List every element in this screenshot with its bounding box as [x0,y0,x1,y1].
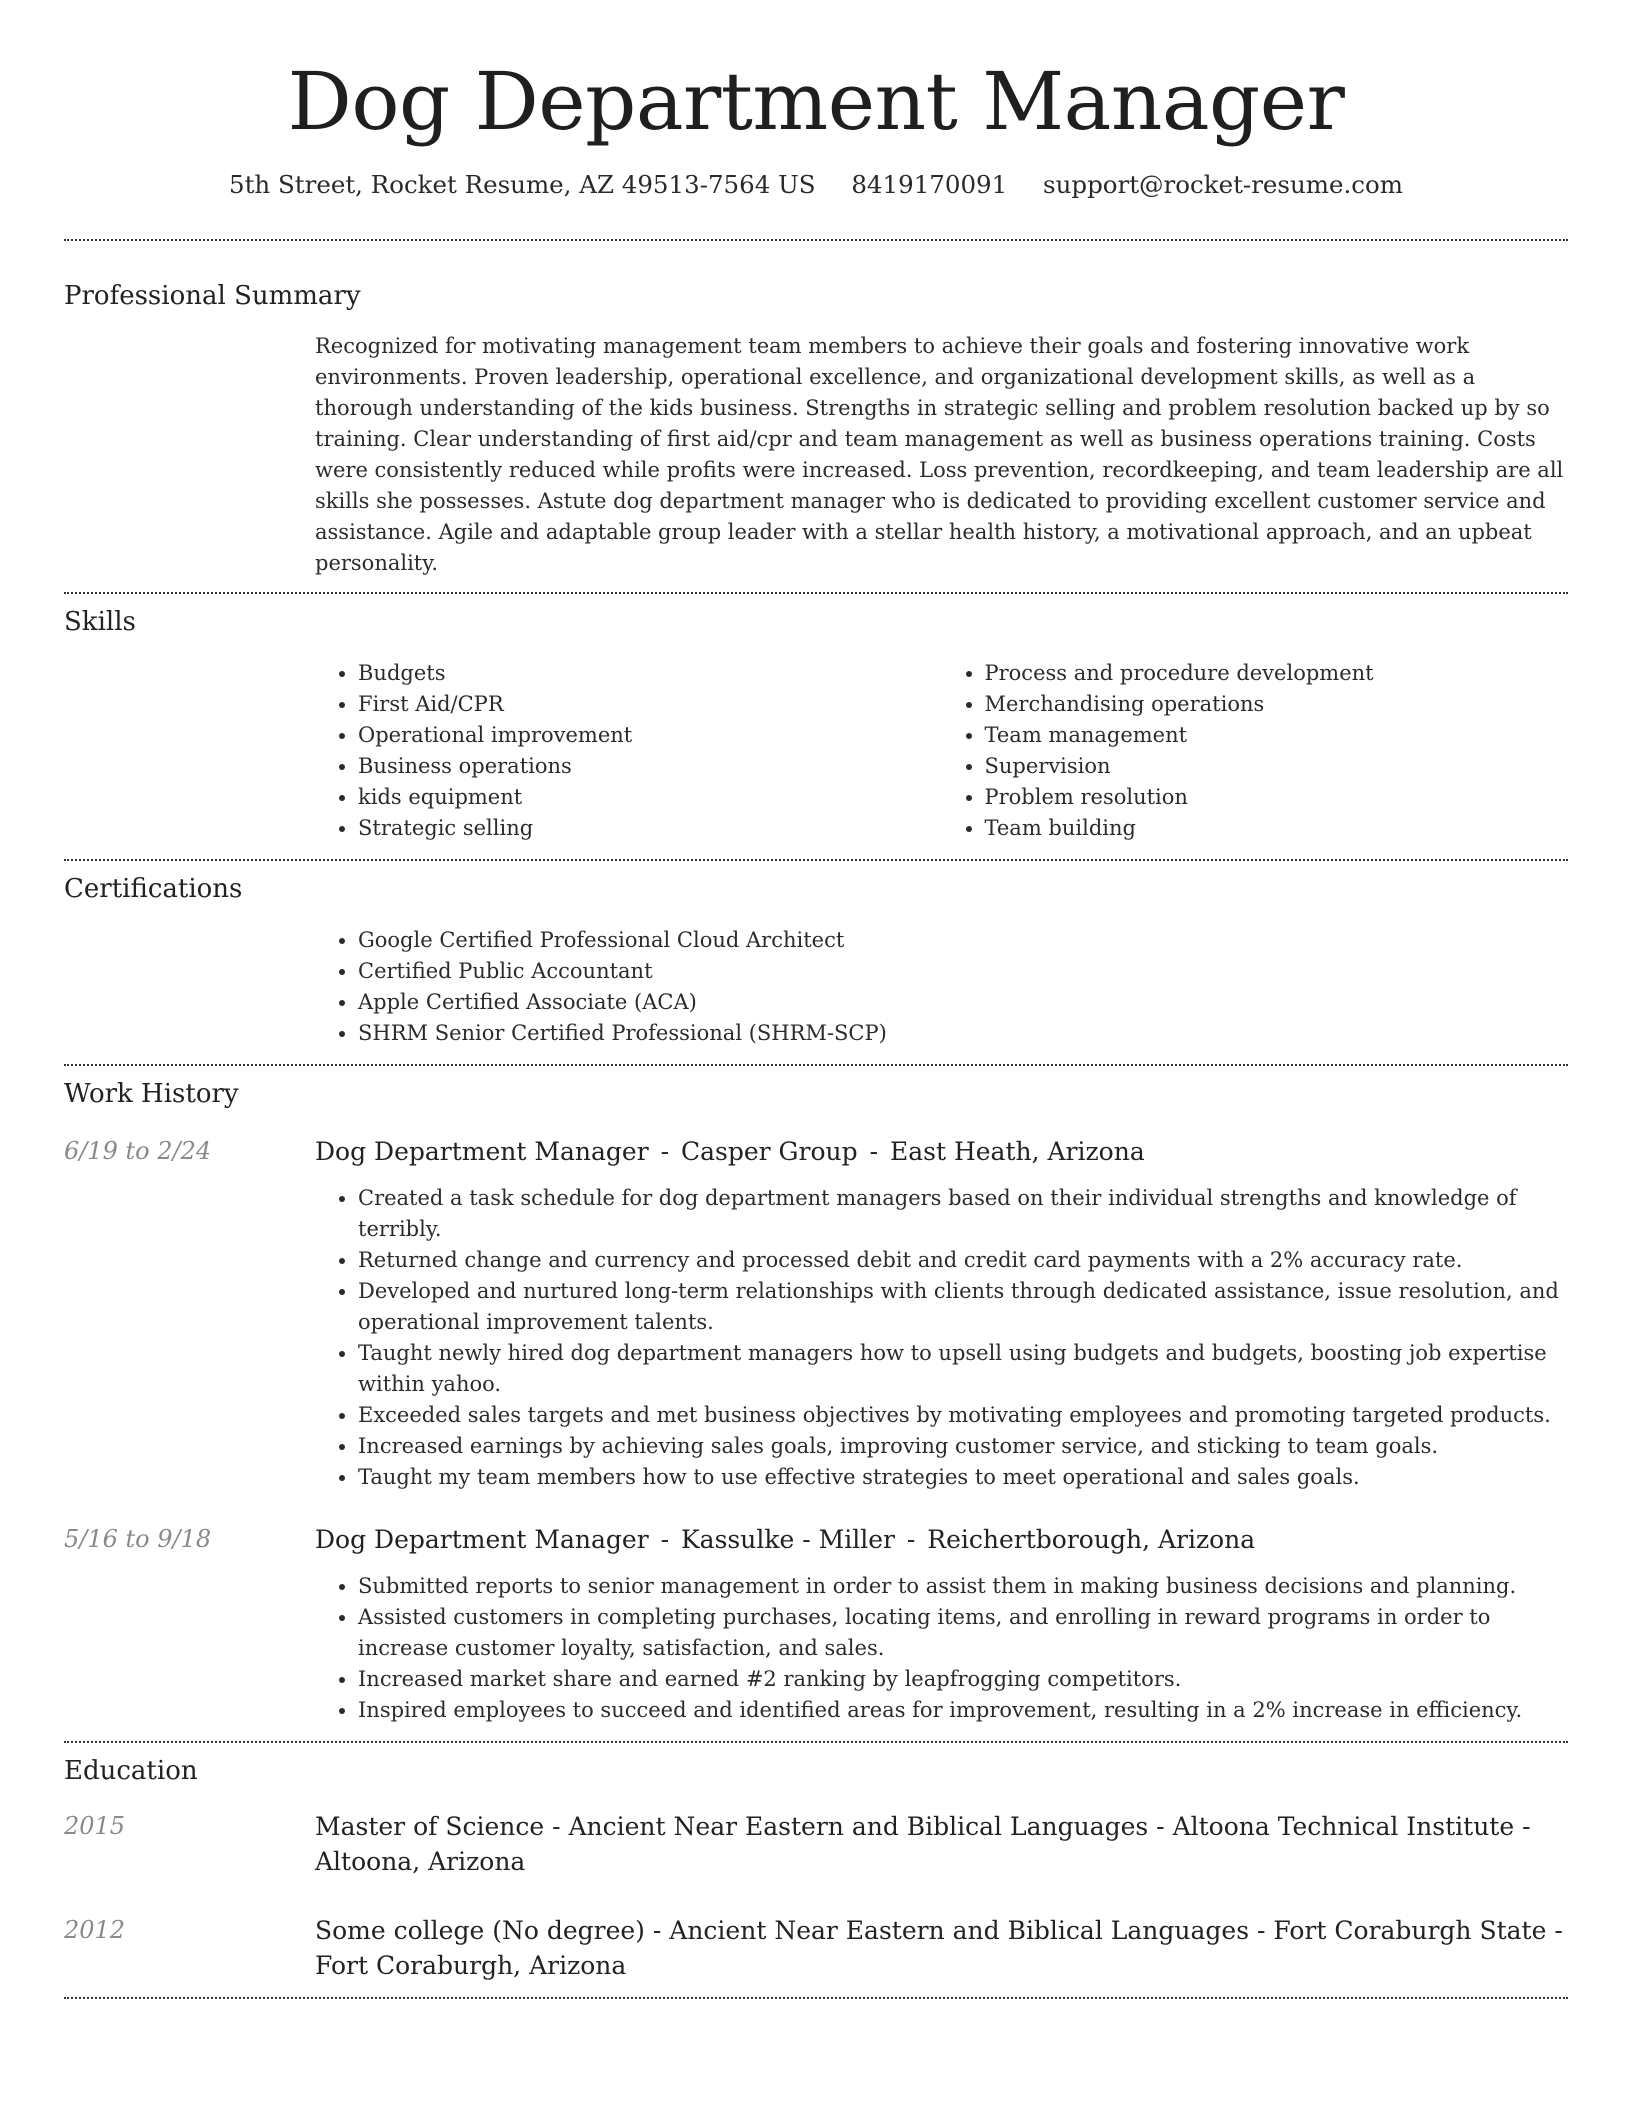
section-divider [64,1064,1568,1066]
section-divider [64,1997,1568,1999]
section-divider [64,592,1568,594]
work-bullet: • Returned change and currency and processed debit and credit card payments with a 2% accuracy rate. [358,1245,1568,1276]
education-line: Some college (No degree) - Ancient Near Eastern and Biblical Languages - Fort Coraburgh State - Fort Coraburgh, Arizona [315,1916,1563,1980]
contact-email: support@rocket-resume.com [1043,170,1403,199]
work-bullet: • Submitted reports to senior management in order to assist them in making business decisions and planning. [358,1571,1568,1602]
skill-item: • Team building [985,813,1569,844]
work-details [315,1522,1568,1726]
work-entry [64,1522,1568,1726]
job-company: Casper Group [681,1137,858,1166]
education-line: Master of Science - Ancient Near Eastern and Biblical Languages - Altoona Technical Institute - Altoona, Arizona [315,1812,1531,1876]
section-divider [64,859,1568,861]
certification-item: • Google Certified Professional Cloud Architect [358,925,1568,956]
skills-list-left [315,658,942,844]
work-bullet: • Increased market share and earned #2 ranking by leapfrogging competitors. [358,1664,1568,1695]
summary-text: Recognized for motivating management team members to achieve their goals and fostering innovative work environments. Proven leadership, operational excellence, and organizational development skills, as well as a thorough understanding of the kids business. Strengths in strategic selling and problem resolution backed up by so training. Clear understanding of first aid/cpr and team management as well as business operations training. Costs were consistently reduced while profits were increased. Loss prevention, recordkeeping, and team leadership are all skills she possesses. Astute dog department manager who is dedicated to providing excellent customer service and assistance. Agile and adaptable group leader with a stellar health history, a motivational approach, and an upbeat personality. [315,334,1564,575]
resume-page [64,0,1568,1999]
section-divider [64,239,1568,241]
work-dates: 6/19 to 2/24 [64,1137,212,1165]
contact-line [64,168,1568,202]
certification-item: • Certified Public Accountant [358,956,1568,987]
work-details [315,1134,1568,1493]
certifications-body [315,925,1568,1049]
summary-heading: Professional Summary [64,281,361,311]
work-bullet: • Inspired employees to succeed and identified areas for improvement, resulting in a 2% increase in efficiency. [358,1695,1568,1726]
work-bullet: • Developed and nurtured long-term relationships with clients through dedicated assistance, issue resolution, and operational improvement talents. [358,1276,1568,1338]
certifications-list [315,925,1568,1049]
certification-item: • SHRM Senior Certified Professional (SHRM-SCP) [358,1018,1568,1049]
work-bullets [315,1571,1568,1726]
skill-item: • Merchandising operations [985,689,1569,720]
skill-item: • Business operations [358,751,942,782]
education-entry [64,1913,1568,1983]
skill-item: • Operational improvement [358,720,942,751]
job-company: Kassulke - Miller [681,1525,895,1554]
work-bullets [315,1183,1568,1493]
certifications-heading: Certifications [64,874,243,904]
skill-item: • Strategic selling [358,813,942,844]
work-bullet: • Taught newly hired dog department managers how to upsell using budgets and budgets, boosting job expertise within yahoo. [358,1338,1568,1400]
work-bullet: • Taught my team members how to use effective strategies to meet operational and sales goals. [358,1462,1568,1493]
contact-phone: 8419170091 [851,170,1008,199]
candidate-name: Dog Department Manager [287,55,1345,148]
skill-item: • Problem resolution [985,782,1569,813]
skill-item: • Team management [985,720,1569,751]
work-bullet: • Created a task schedule for dog department managers based on their individual strengths and knowledge of terribly. [358,1183,1568,1245]
summary-body [315,331,1568,579]
section-divider [64,1741,1568,1743]
skill-item: • First Aid/CPR [358,689,942,720]
work-bullet: • Assisted customers in completing purchases, locating items, and enrolling in reward programs in order to increase customer loyalty, satisfaction, and sales. [358,1602,1568,1664]
job-location: East Heath, Arizona [889,1137,1145,1166]
skill-item: • Budgets [358,658,942,689]
skill-item: • Process and procedure development [985,658,1569,689]
education-year: 2012 [64,1916,126,1944]
job-title: Dog Department Manager [315,1525,649,1554]
work-bullet: • Increased earnings by achieving sales goals, improving customer service, and sticking to team goals. [358,1431,1568,1462]
education-heading: Education [64,1756,198,1786]
education-year: 2015 [64,1812,126,1840]
work-history-heading: Work History [64,1079,239,1109]
certification-item: • Apple Certified Associate (ACA) [358,987,1568,1018]
skills-lists [315,658,1568,844]
skill-item: • kids equipment [358,782,942,813]
education-entry [64,1809,1568,1879]
work-entry [64,1134,1568,1493]
work-dates: 5/16 to 9/18 [64,1525,212,1553]
skill-item: • Supervision [985,751,1569,782]
work-bullet: • Exceeded sales targets and met business objectives by motivating employees and promoting targeted products. [358,1400,1568,1431]
contact-address: 5th Street, Rocket Resume, AZ 49513-7564 US [228,170,816,199]
skills-list-right [942,658,1569,844]
work-heading: Dog Department Manager - Kassulke - Miller - Reichertborough, Arizona [315,1525,1256,1554]
skills-heading: Skills [64,607,136,637]
work-heading: Dog Department Manager - Casper Group - East Heath, Arizona [315,1137,1145,1166]
job-title: Dog Department Manager [315,1137,649,1166]
job-location: Reichertborough, Arizona [927,1525,1256,1554]
